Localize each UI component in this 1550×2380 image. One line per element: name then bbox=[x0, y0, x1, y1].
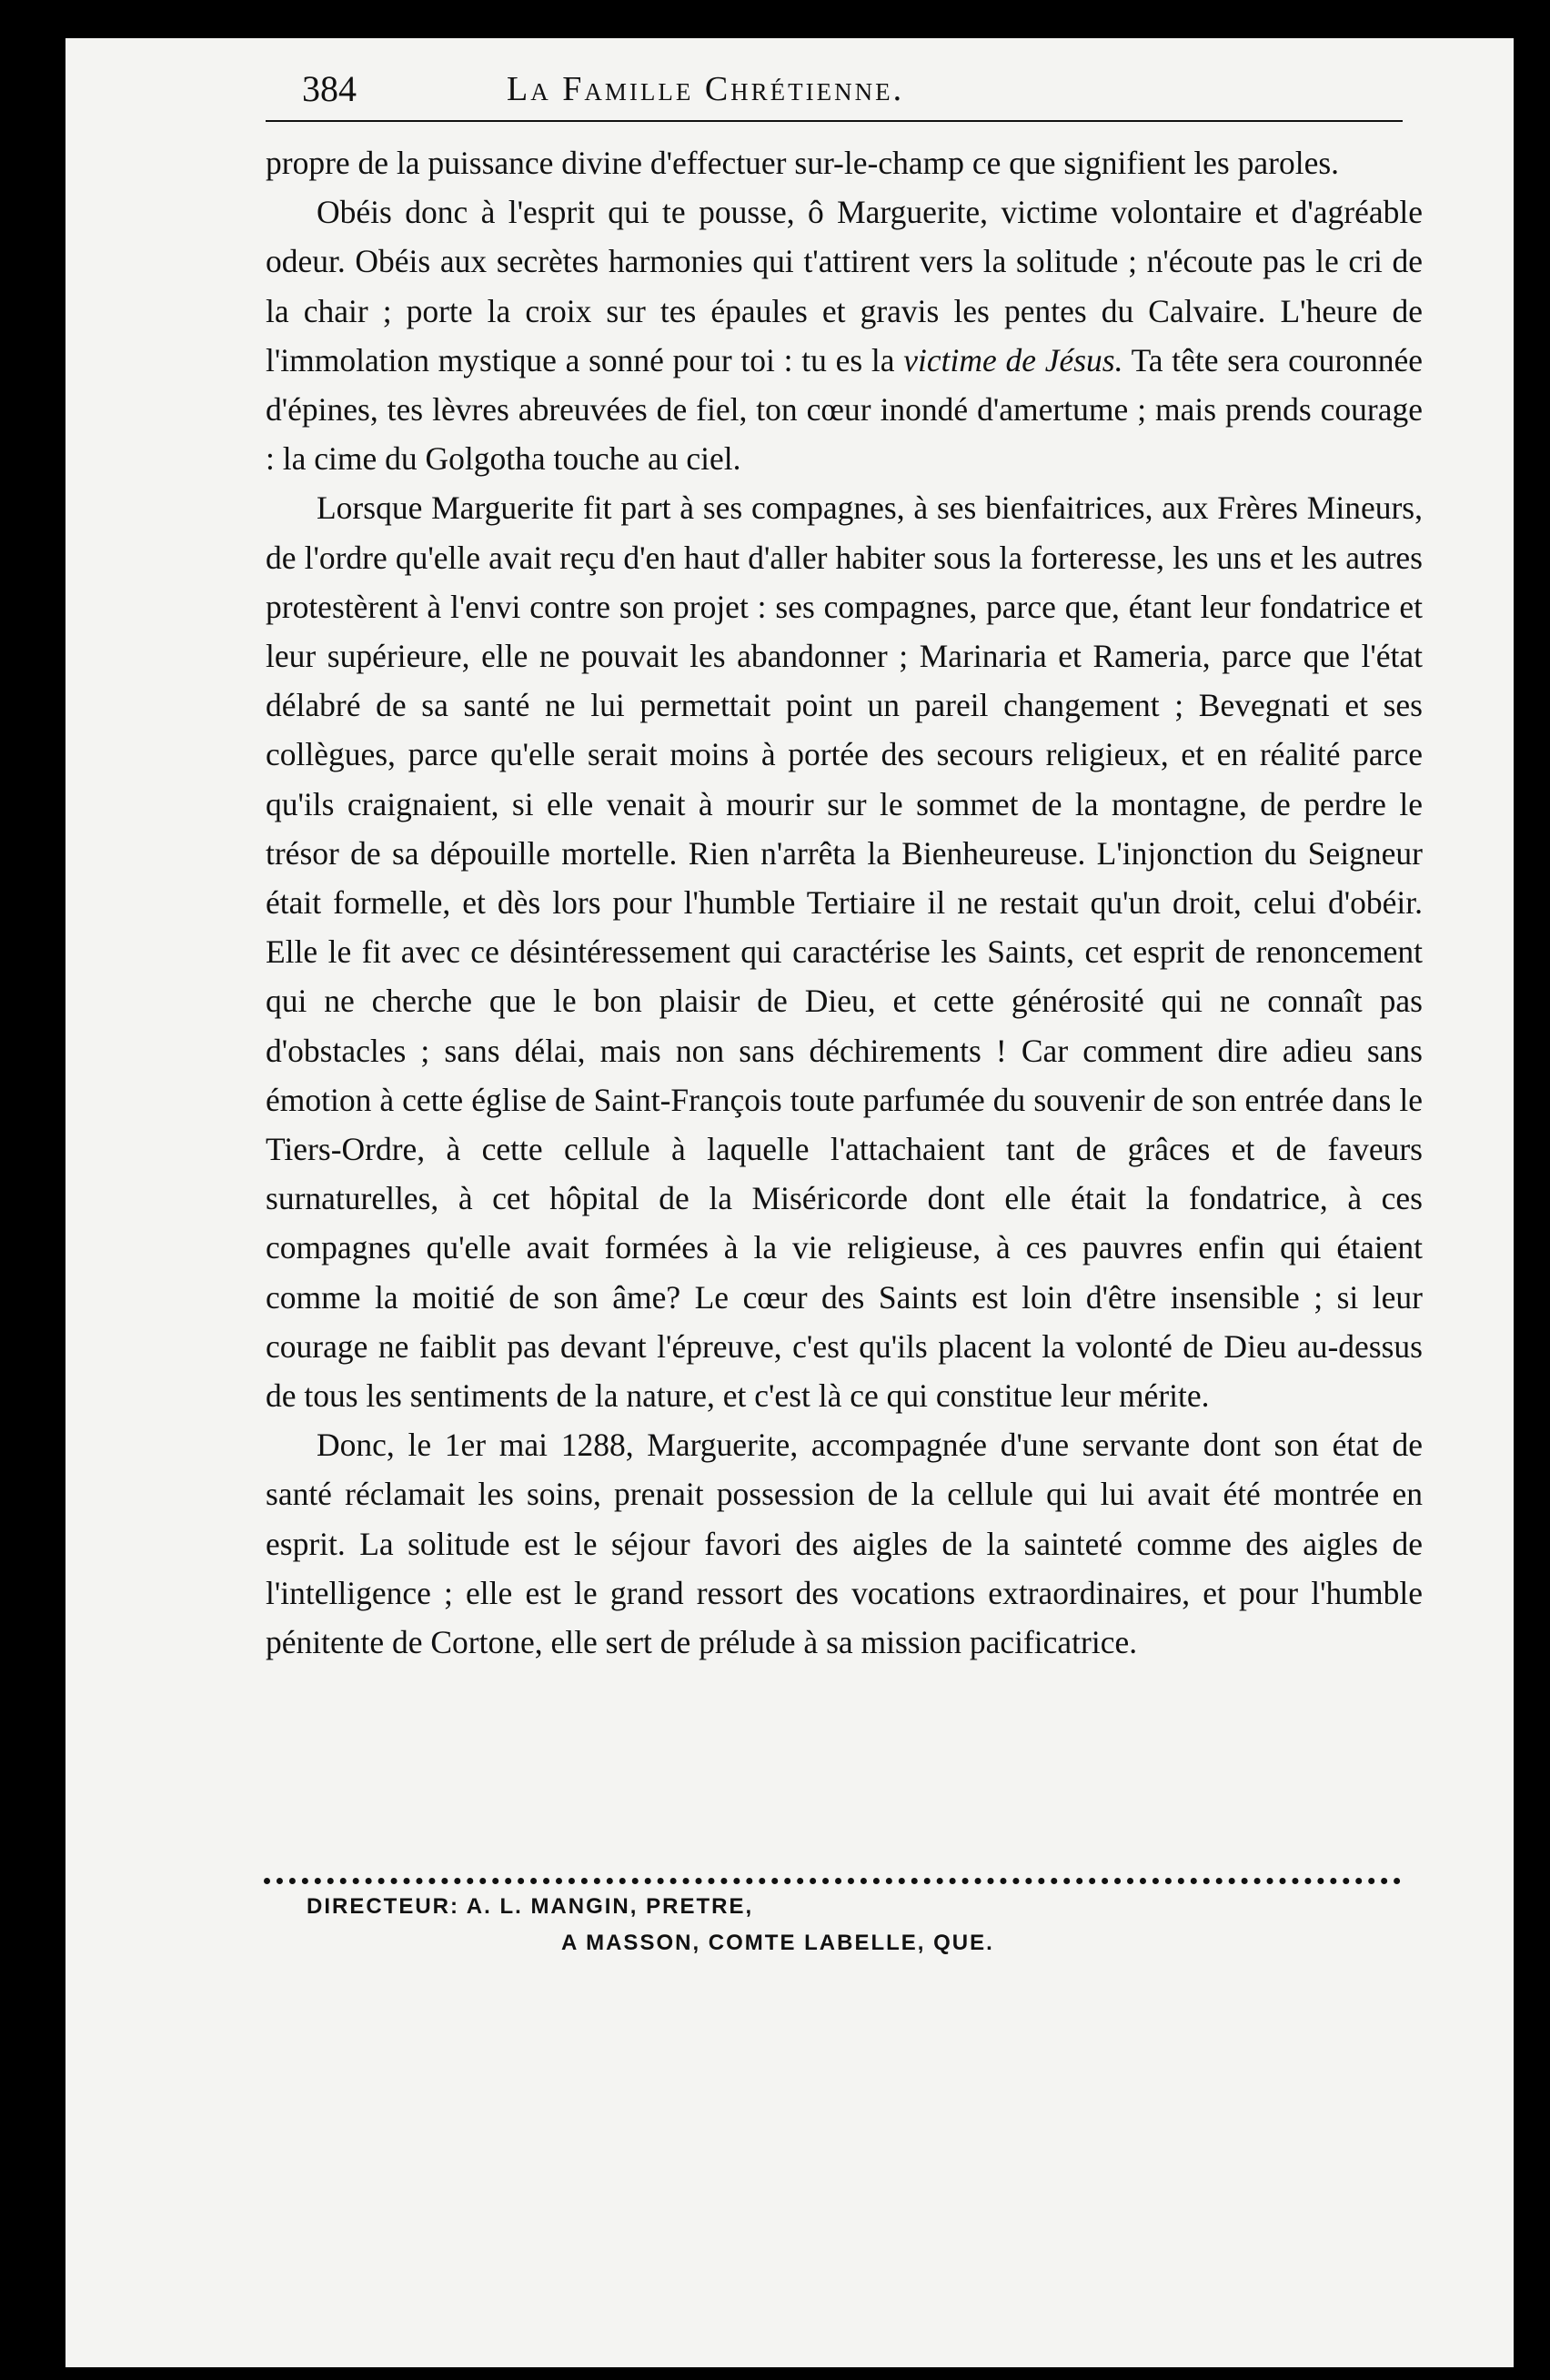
paragraph: Lorsque Marguerite fit part à ses compagnes, à ses bienfaitrices, aux Frères Mineurs, de l'ordre qu'elle avait reçu d'en haut d'aller habiter sous la forteresse, les uns et les autres protestèrent à l'envi contre son projet : ses compagnes, parce que, étant leur fondatrice et leur supérieure, elle ne pouvait les abandonner ; Marinaria et Rameria, parce que l'état délabré de sa santé ne lui permettait point un pareil changement ; Bevegnati et ses collègues, parce qu'elle serait moins à portée des secours religieux, et en réalité parce qu'ils craignaient, si elle venait à mourir sur le sommet de la montagne, de perdre le trésor de sa dépouille mortelle. Rien n'arrêta la Bienheureuse. L'injonction du Seigneur était formelle, et dès lors pour l'humble Tertiaire il ne restait qu'un droit, celui d'obéir. Elle le fit avec ce désintéressement qui caractérise les Saints, cet esprit de renoncement qui ne cherche que le bon plaisir de Dieu, et cette générosité qui ne connaît pas d'obstacles ; sans délai, mais non sans déchirements ! Car comment dire adieu sans émotion à cette église de Saint-François toute parfumée du souvenir de son entrée dans le Tiers-Ordre, à cette cellule à laquelle l'attachaient tant de grâces et de faveurs surnaturelles, à cet hôpital de la Miséricorde dont elle était la fondatrice, à ces compagnes qu'elle avait formées à la vie religieuse, à ces pauvres enfin qui étaient comme la moitié de son âme? Le cœur des Saints est loin d'être insensible ; si leur courage ne faiblit pas devant l'épreuve, c'est qu'ils placent la volonté de Dieu au-dessus de tous les sentiments de la nature, et c'est là ce qui constitue leur mérite. bbox=[266, 489, 1423, 1415]
paragraph: Donc, le 1er mai 1288, Marguerite, accompagnée d'une servante dont son état de santé réclamait les soins, prenait possession de la cellule qui lui avait été montrée en esprit. La solitude est le séjour favori des aigles de la sainteté comme des aigles de l'intelligence ; elle est le grand ressort des vocations extraordinaires, et pour l'humble pénitente de Cortone, elle sert de prélude à sa mission pacificatrice. bbox=[266, 1427, 1423, 1661]
paragraph-continued: propre de la puissance divine d'effectuer sur-le-champ ce que signifient les paroles. bbox=[266, 145, 1340, 181]
imprint-director: DIRECTEUR: A. L. MANGIN, PRETRE, bbox=[307, 1894, 754, 1919]
imprint-address: A MASSON, COMTE LABELLE, QUE. bbox=[561, 1931, 994, 1955]
running-title: La Famille Chrétienne. bbox=[507, 70, 905, 108]
page-header bbox=[266, 58, 1403, 122]
header-rule bbox=[266, 120, 1403, 122]
paragraph-text: Obéis donc à l'esprit qui te pousse, ô Marguerite, victime volontaire et d'agréable odeur. Obéis aux secrètes harmonies qui t'attirent vers la solitude ; n'écoute pas le cri de la chair ; porte la croix sur tes épaules et gravis les pentes du Calvaire. L'heure de l'immolation mystique a sonné pour toi : tu es la bbox=[266, 194, 1423, 378]
book-page bbox=[65, 38, 1514, 2367]
body-text bbox=[266, 138, 1423, 1667]
italic-phrase: victime de Jésus. bbox=[903, 341, 1123, 378]
page-number: 384 bbox=[302, 68, 357, 109]
paragraph-text: Ta tête sera couronnée d'épines, tes lèvres abreuvées de fiel, ton cœur inondé d'amertume ; mais prends courage : la cime du Golgotha touche au ciel. bbox=[266, 341, 1423, 478]
paragraph bbox=[266, 187, 1423, 483]
footer-dotted-rule bbox=[264, 1878, 1401, 1891]
